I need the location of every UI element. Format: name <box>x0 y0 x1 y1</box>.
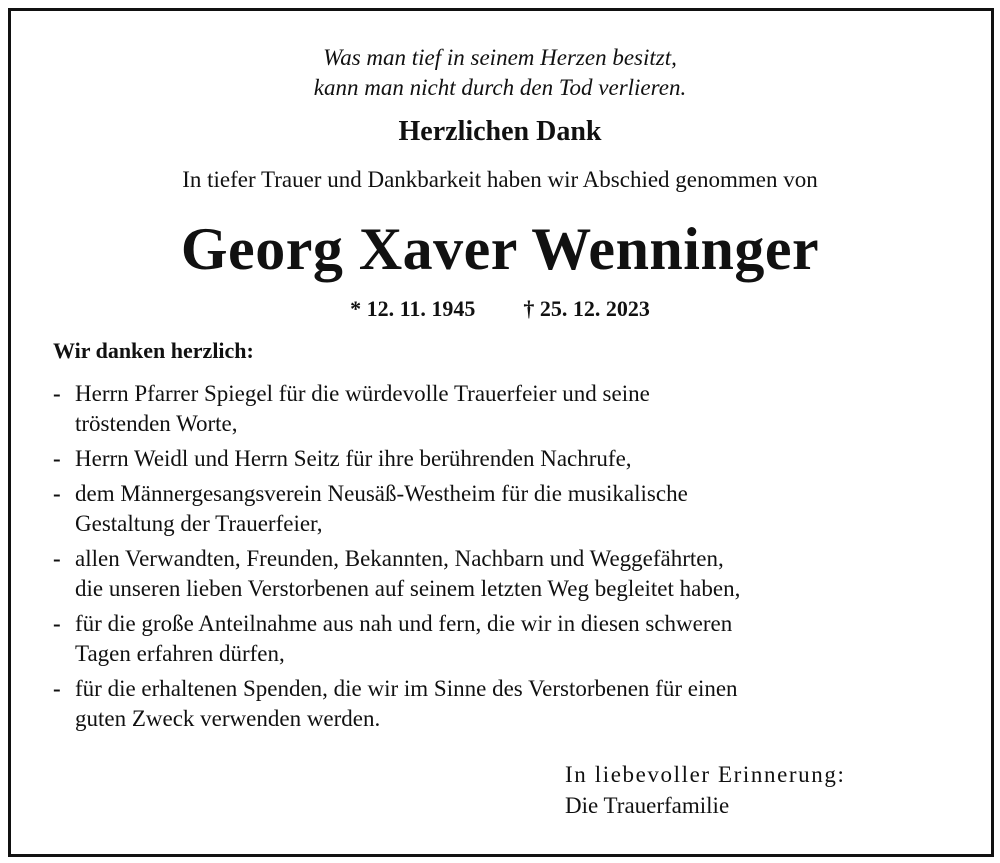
thanks-list-item <box>53 544 953 604</box>
death-date: † 25. 12. 2023 <box>523 296 650 321</box>
motto-line-1: Was man tief in seinem Herzen besitzt, <box>323 45 677 70</box>
bullet-dash: - <box>53 381 61 406</box>
closing-line-remembrance: In liebevoller Erinnerung: <box>565 762 846 787</box>
thanks-item-line-2: tröstenden Worte, <box>75 411 238 436</box>
life-dates <box>0 294 1000 324</box>
thanks-item-line-1: für die erhaltenen Spenden, die wir im Sinne des Verstorbenen für einen <box>75 676 738 701</box>
thanks-item-line-2: Tagen erfahren dürfen, <box>75 641 285 666</box>
thanks-item-line-1: Herrn Weidl und Herrn Seitz für ihre berührenden Nachrufe, <box>75 446 632 471</box>
thanks-list-item <box>53 674 953 734</box>
thanks-list-item <box>53 379 953 439</box>
thanks-item-line-1: allen Verwandten, Freunden, Bekannten, Nachbarn und Weggefährten, <box>75 546 724 571</box>
bullet-dash: - <box>53 481 61 506</box>
thanks-item-line-2: Gestaltung der Trauerfeier, <box>75 511 323 536</box>
thanks-list <box>53 379 953 739</box>
closing-block <box>565 759 845 821</box>
thanks-list-item <box>53 444 953 474</box>
bullet-dash: - <box>53 546 61 571</box>
bullet-dash: - <box>53 676 61 701</box>
thanks-list-item <box>53 609 953 669</box>
thanks-item-line-1: für die große Anteilnahme aus nah und fern, die wir in diesen schweren <box>75 611 733 636</box>
notice-title: Herzlichen Dank <box>398 116 602 147</box>
thanks-item-line-2: die unseren lieben Verstorbenen auf seinem letzten Weg begleitet haben, <box>75 576 741 601</box>
birth-date: * 12. 11. 1945 <box>350 296 476 321</box>
motto-line-2: kann man nicht durch den Tod verlieren. <box>313 75 687 100</box>
thanks-item-line-1: dem Männergesangsverein Neusäß-Westheim für die musikalische <box>75 481 688 506</box>
thanks-item-line-2: guten Zweck verwenden werden. <box>75 706 381 731</box>
thanks-item-line-1: Herrn Pfarrer Spiegel für die würdevolle Trauerfeier und seine <box>75 381 650 406</box>
thanks-list-item <box>53 479 953 539</box>
thanks-heading: Wir danken herzlich: <box>53 338 254 363</box>
closing-line-family: Die Trauerfamilie <box>565 793 730 818</box>
deceased-name: Georg Xaver Wenninger <box>180 216 820 282</box>
bullet-dash: - <box>53 446 61 471</box>
intro-text: In tiefer Trauer und Dankbarkeit haben wir Abschied genommen von <box>182 167 818 192</box>
bullet-dash: - <box>53 611 61 636</box>
